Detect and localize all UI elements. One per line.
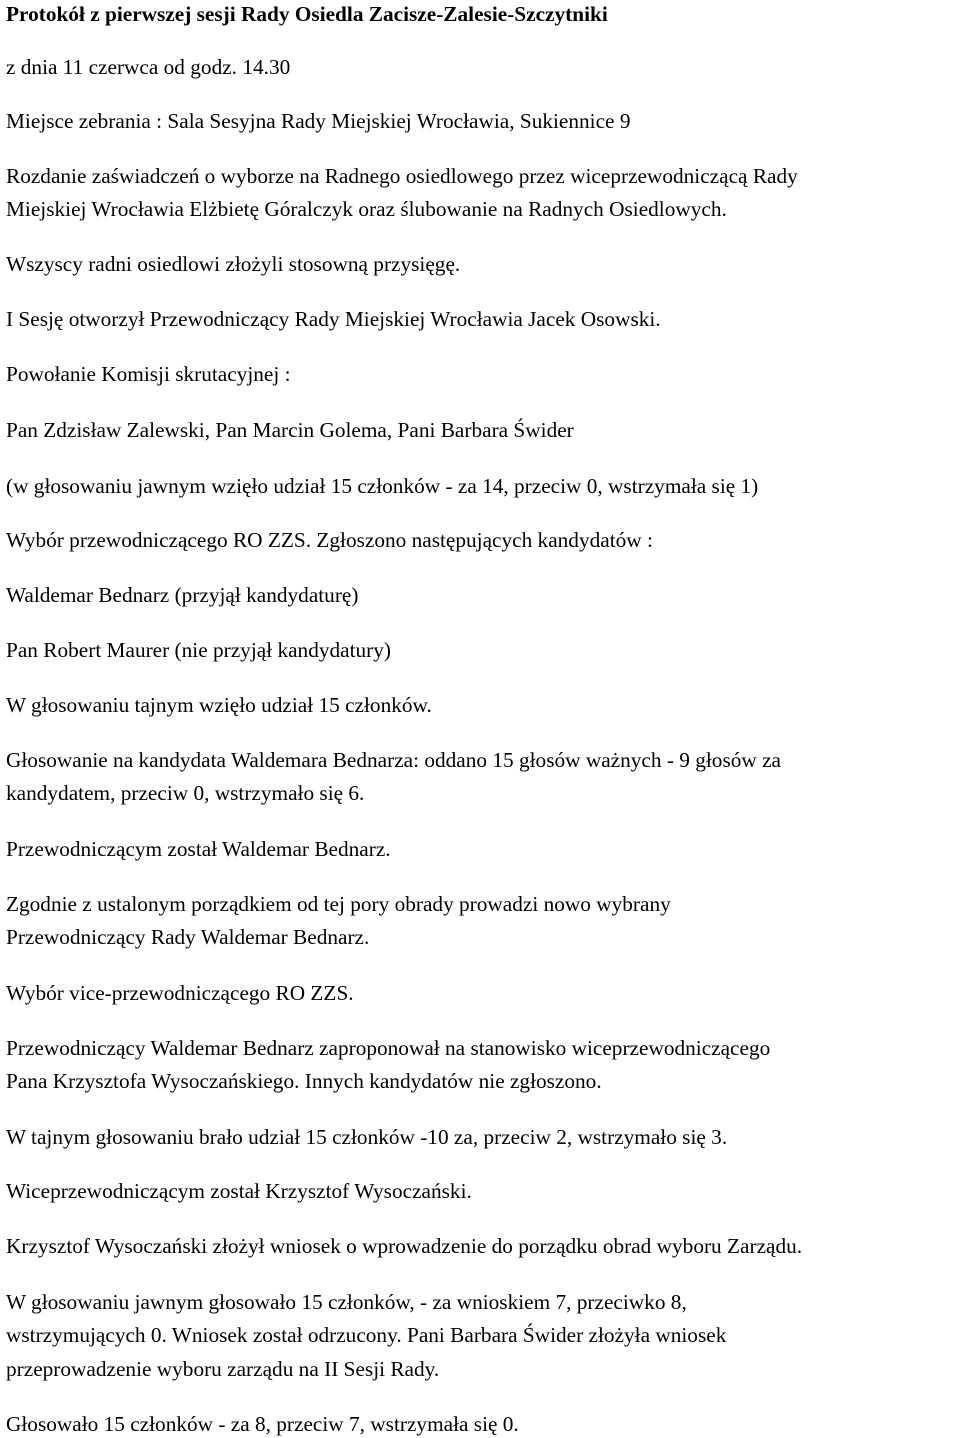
text-line: Przewodniczący Rady Waldemar Bednarz. [6, 925, 370, 949]
text-line: Krzysztof Wysoczański złożył wniosek o wprowadzenie do porządku obrad wyboru Zarządu. [6, 1234, 803, 1258]
text-line: Pana Krzysztofa Wysoczańskiego. Innych kandydatów nie zgłoszono. [6, 1069, 602, 1093]
document-title: Protokół z pierwszej sesji Rady Osiedla Zacisze-Zalesie-Szczytniki [6, 2, 608, 26]
text-line: Wybór vice-przewodniczącego RO ZZS. [6, 981, 354, 1005]
text-line: Rozdanie zaświadczeń o wyborze na Radnego osiedlowego przez wiceprzewodniczącą Rady [6, 164, 798, 188]
text-line: Pan Zdzisław Zalewski, Pan Marcin Golema, Pani Barbara Świder [6, 418, 574, 442]
text-line: Miejskiej Wrocławia Elżbietę Góralczyk oraz ślubowanie na Radnych Osiedlowych. [6, 197, 727, 221]
text-line: W głosowaniu jawnym głosowało 15 członków, - za wnioskiem 7, przeciwko 8, [6, 1290, 687, 1314]
text-line: Wybór przewodniczącego RO ZZS. Zgłoszono następujących kandydatów : [6, 528, 653, 552]
text-line: wstrzymujących 0. Wniosek został odrzucony. Pani Barbara Świder złożyła wniosek [6, 1323, 727, 1347]
text-line: W głosowaniu tajnym wzięło udział 15 członków. [6, 693, 432, 717]
text-line: Głosowało 15 członków - za 8, przeciw 7, wstrzymała się 0. [6, 1412, 519, 1436]
text-line: przeprowadzenie wyboru zarządu na II Sesji Rady. [6, 1357, 440, 1381]
text-line: Pan Robert Maurer (nie przyjął kandydatury) [6, 638, 391, 662]
text-line: Waldemar Bednarz (przyjął kandydaturę) [6, 583, 359, 607]
text-line: kandydatem, przeciw 0, wstrzymało się 6. [6, 781, 365, 805]
text-line: Miejsce zebrania : Sala Sesyjna Rady Miejskiej Wrocławia, Sukiennice 9 [6, 109, 631, 133]
text-line: Głosowanie na kandydata Waldemara Bednarza: oddano 15 głosów ważnych - 9 głosów za [6, 748, 781, 772]
text-line: Przewodniczący Waldemar Bednarz zaproponował na stanowisko wiceprzewodniczącego [6, 1036, 771, 1060]
text-line: Powołanie Komisji skrutacyjnej : [6, 362, 291, 386]
text-line: z dnia 11 czerwca od godz. 14.30 [6, 55, 291, 79]
text-line: Wszyscy radni osiedlowi złożyli stosowną przysięgę. [6, 252, 461, 276]
text-line: (w głosowaniu jawnym wzięło udział 15 członków - za 14, przeciw 0, wstrzymała się 1) [6, 474, 759, 498]
text-line: Zgodnie z ustalonym porządkiem od tej pory obrady prowadzi nowo wybrany [6, 892, 671, 916]
text-line: Wiceprzewodniczącym został Krzysztof Wysoczański. [6, 1179, 472, 1203]
text-line: W tajnym głosowaniu brało udział 15 członków -10 za, przeciw 2, wstrzymało się 3. [6, 1125, 728, 1149]
text-line: Przewodniczącym został Waldemar Bednarz. [6, 837, 391, 861]
text-line: I Sesję otworzył Przewodniczący Rady Miejskiej Wrocławia Jacek Osowski. [6, 307, 661, 331]
